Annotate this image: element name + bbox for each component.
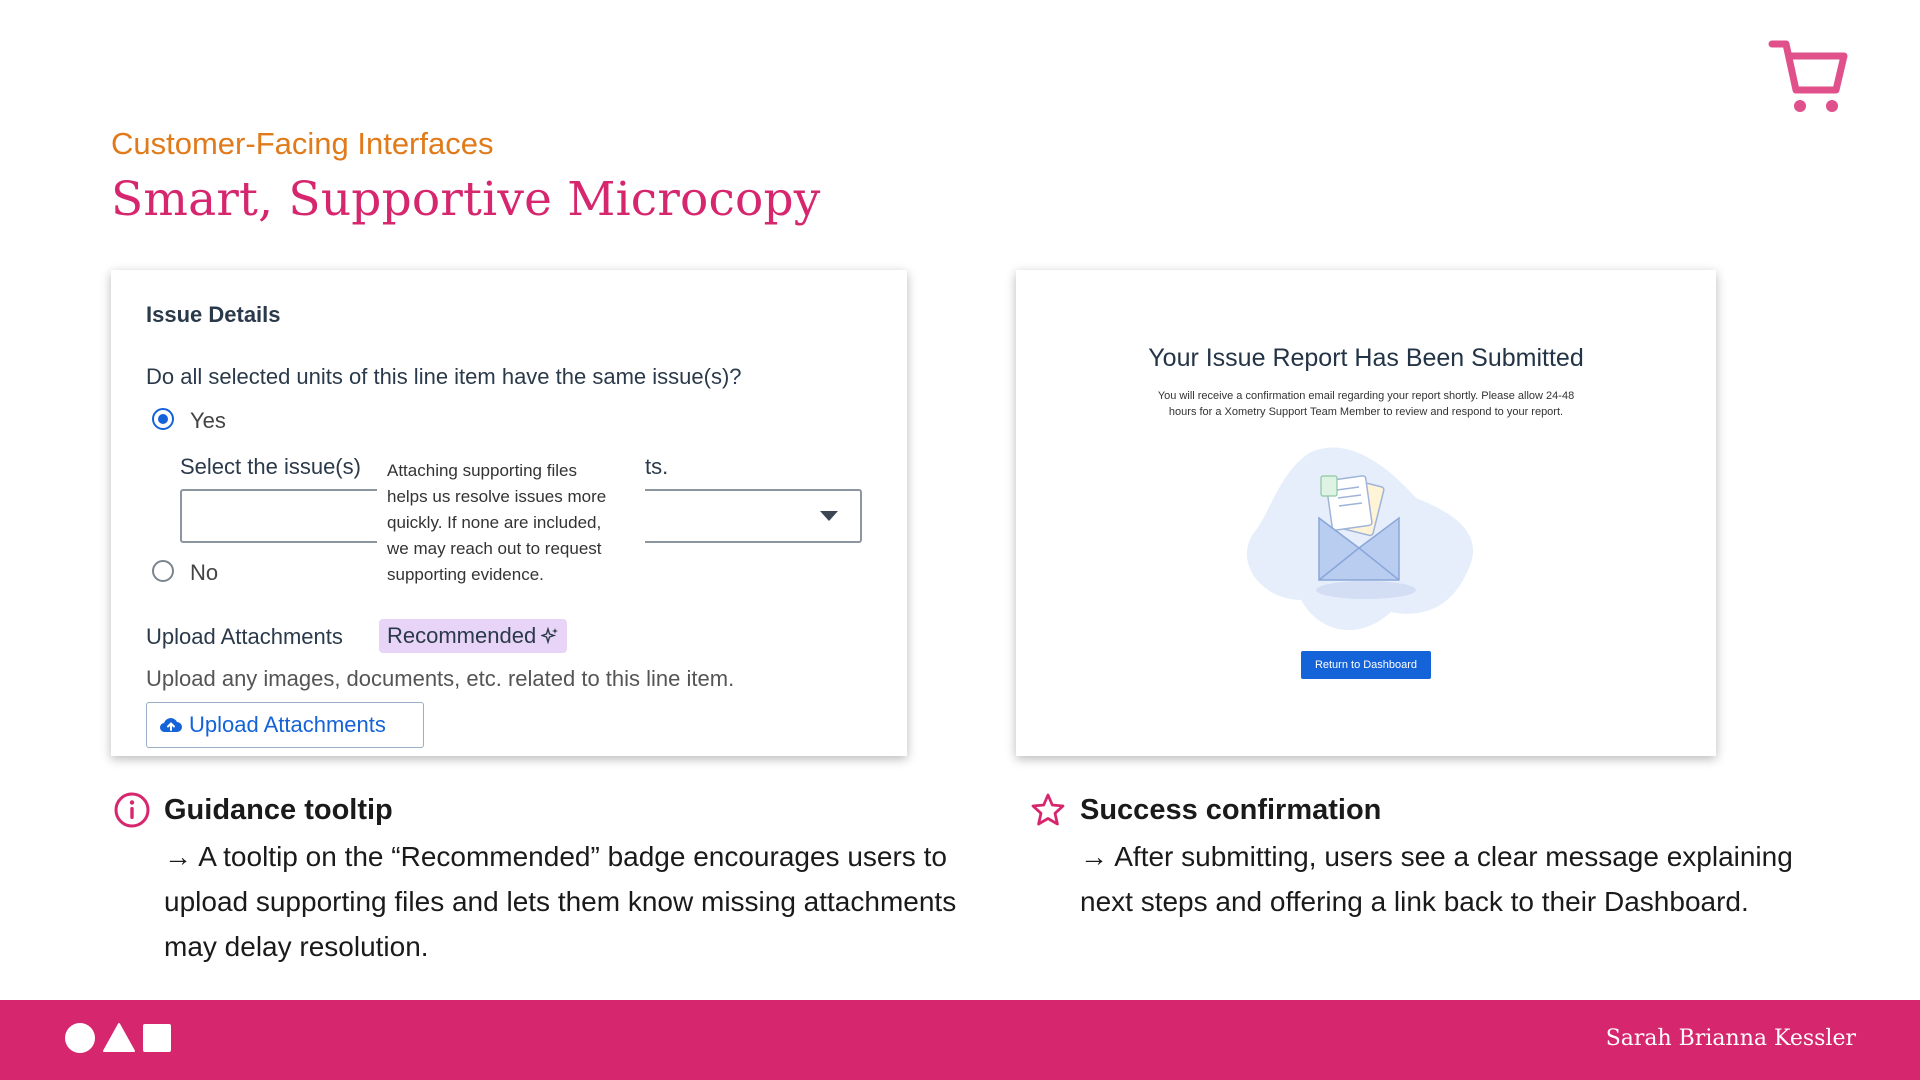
triangle-shape-icon bbox=[102, 1022, 136, 1054]
recommended-badge[interactable] bbox=[379, 619, 567, 653]
success-subtitle bbox=[1136, 388, 1596, 420]
square-shape-icon bbox=[142, 1023, 172, 1053]
radio-yes-label: Yes bbox=[190, 408, 226, 433]
tooltip-line: Attaching supporting files bbox=[387, 461, 577, 480]
caption-line: next steps and offering a link back to their Dashboard. bbox=[1080, 886, 1749, 917]
select-issue-label-tail: ts. bbox=[645, 454, 669, 479]
success-subtitle-line: hours for a Xometry Support Team Member to review and respond to your report. bbox=[1168, 406, 1564, 418]
issue-details-screenshot bbox=[111, 270, 907, 756]
radio-yes[interactable] bbox=[152, 408, 174, 430]
success-screenshot bbox=[1016, 270, 1716, 756]
same-issue-question: Do all selected units of this line item have the same issue(s)? bbox=[146, 364, 742, 389]
page-title: Smart, Supportive Microcopy bbox=[111, 172, 821, 227]
success-subtitle-line: You will receive a confirmation email regarding your report shortly. Please allow 24-48 bbox=[1157, 390, 1575, 402]
star-icon bbox=[1030, 792, 1066, 828]
issue-details-heading: Issue Details bbox=[146, 302, 281, 327]
shapes-logo bbox=[64, 1021, 172, 1055]
guidance-tooltip bbox=[377, 446, 645, 594]
caption-line: → After submitting, users see a clear message explaining bbox=[1080, 841, 1793, 872]
tooltip-line: helps us resolve issues more bbox=[387, 487, 607, 506]
caption-body-success bbox=[1080, 834, 1793, 924]
shopping-cart-icon bbox=[1768, 36, 1850, 118]
footer-bar bbox=[0, 1000, 1920, 1080]
cloud-upload-icon bbox=[159, 715, 183, 735]
sparkle-icon bbox=[541, 627, 559, 645]
success-title: Your Issue Report Has Been Submitted bbox=[1148, 344, 1584, 372]
upload-attachments-heading: Upload Attachments bbox=[146, 624, 343, 649]
upload-attachments-button[interactable] bbox=[146, 702, 424, 748]
caption-line: upload supporting files and lets them know missing attachments bbox=[164, 886, 957, 917]
caption-line: may delay resolution. bbox=[164, 931, 429, 962]
caret-down-icon[interactable] bbox=[820, 511, 838, 521]
section-eyebrow: Customer-Facing Interfaces bbox=[111, 126, 494, 161]
envelope-illustration bbox=[1241, 440, 1491, 640]
return-to-dashboard-button[interactable]: Return to Dashboard bbox=[1301, 651, 1431, 679]
author-name: Sarah Brianna Kessler bbox=[1605, 1026, 1856, 1051]
recommended-badge-label: Recommended bbox=[387, 623, 537, 648]
tooltip-line: supporting evidence. bbox=[387, 565, 544, 584]
info-icon bbox=[114, 792, 150, 828]
circle-shape-icon bbox=[64, 1022, 96, 1054]
upload-description: Upload any images, documents, etc. related to this line item. bbox=[146, 666, 735, 691]
caption-body-tooltip bbox=[164, 834, 956, 969]
tooltip-line: we may reach out to request bbox=[387, 539, 602, 558]
radio-no[interactable] bbox=[152, 560, 174, 582]
radio-no-label: No bbox=[190, 560, 219, 585]
upload-button-label: Upload Attachments bbox=[189, 712, 386, 737]
caption-title-success: Success confirmation bbox=[1080, 794, 1382, 826]
select-issue-label: Select the issue(s) bbox=[180, 454, 361, 479]
caption-title-tooltip: Guidance tooltip bbox=[164, 794, 393, 826]
caption-line: → A tooltip on the “Recommended” badge encourages users to bbox=[164, 841, 947, 872]
tooltip-line: quickly. If none are included, bbox=[387, 513, 602, 532]
